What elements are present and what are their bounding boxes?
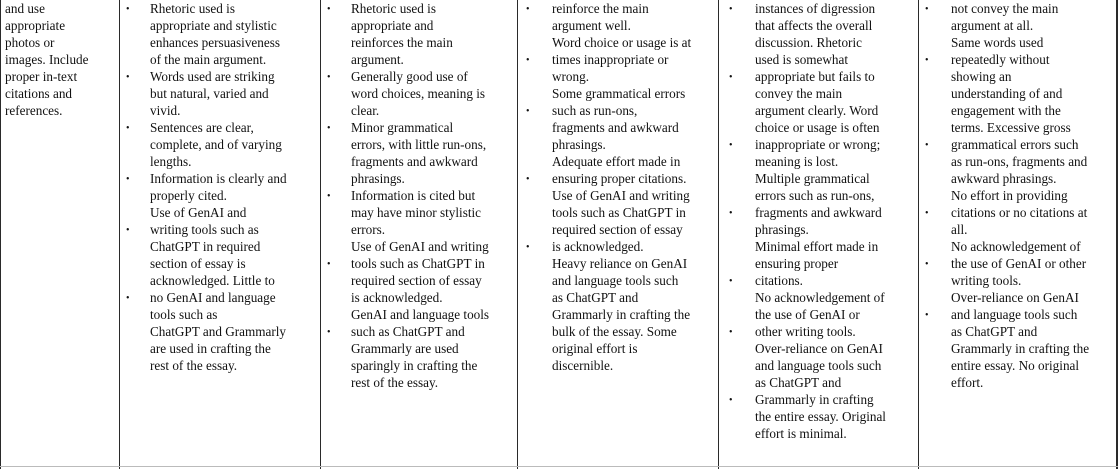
cell-line: writing tools. (951, 273, 1022, 288)
cell-line: tools such as ChatGPT in (351, 256, 485, 271)
cell-line: discussion. Rhetoric (755, 35, 862, 50)
cell-line: section of essay is (150, 256, 246, 271)
cell-line: awkward phrasings. (951, 171, 1057, 186)
cell-line: grammatical errors such (951, 137, 1079, 152)
cell-line: ensuring proper citations. (552, 171, 687, 186)
cell-line: citations or no citations at (951, 205, 1088, 220)
cell-line: engagement with the (951, 103, 1061, 118)
cell-line: Over-reliance on GenAI (951, 290, 1079, 305)
rubric-column-1 (0, 0, 119, 469)
bullet-icon: • (925, 208, 929, 219)
bullet-icon: • (126, 225, 130, 236)
cell-line: Grammarly in crafting (755, 392, 874, 407)
cell-line: reinforces the main (351, 35, 453, 50)
cell-line: Use of GenAI and writing (552, 188, 690, 203)
cell-line: discernible. (552, 358, 614, 373)
cell-line: Words used are striking (150, 69, 275, 84)
cell-line: Rhetoric used is (351, 1, 436, 16)
cell-line: lengths. (150, 154, 192, 169)
cell-line: errors. (351, 222, 386, 237)
cell-line: Minor grammatical (351, 120, 454, 135)
cell-line: Minimal effort made in (755, 239, 879, 254)
cell-line: inappropriate or wrong; (755, 137, 881, 152)
cell-line: as ChatGPT and (951, 324, 1038, 339)
cell-line: images. Include (5, 52, 89, 67)
cell-line: instances of digression (755, 1, 876, 16)
cell-line: used is somewhat (755, 52, 849, 67)
cell-line: phrasings. (552, 137, 606, 152)
bullet-icon: • (327, 327, 331, 338)
bullet-icon: • (925, 55, 929, 66)
cell-line: Heavy reliance on GenAI (552, 256, 688, 271)
cell-line: Some grammatical errors (552, 86, 686, 101)
bullet-icon: • (126, 4, 130, 15)
cell-line: as ChatGPT and (552, 290, 639, 305)
bullet-icon: • (327, 123, 331, 134)
cell-line: meaning is lost. (755, 154, 839, 169)
cell-line: argument clearly. Word (755, 103, 879, 118)
cell-line: clear. (351, 103, 380, 118)
bullet-icon: • (526, 4, 530, 15)
bullet-icon: • (126, 293, 130, 304)
cell-line: tools such as ChatGPT in (552, 205, 686, 220)
cell-line: phrasings. (755, 222, 809, 237)
cell-line: Same words used (951, 35, 1044, 50)
cell-line: errors such as run-ons, (755, 188, 875, 203)
cell-line: terms. Excessive gross (951, 120, 1071, 135)
cell-line: the use of GenAI or (755, 307, 860, 322)
cell-line: and use (5, 1, 45, 16)
bullet-icon: • (925, 4, 929, 15)
table-bottom-rule (0, 466, 1118, 467)
bullet-icon: • (526, 55, 530, 66)
cell-line: Word choice or usage is at (552, 35, 692, 50)
cell-line: ChatGPT in required (150, 239, 261, 254)
cell-line: choice or usage is often (755, 120, 880, 135)
cell-line: original effort is (552, 341, 638, 356)
cell-line: Multiple grammatical (755, 171, 870, 186)
cell-line: citations and (5, 86, 73, 101)
cell-line: appropriate and stylistic (150, 18, 277, 33)
cell-line: citations. (755, 273, 803, 288)
cell-line: appropriate (5, 18, 66, 33)
cell-line: other writing tools. (755, 324, 856, 339)
cell-line: appropriate but fails to (755, 69, 875, 84)
cell-line: Adequate effort made in (552, 154, 681, 169)
cell-line: Sentences are clear, (150, 120, 254, 135)
bullet-icon: • (126, 174, 130, 185)
cell-line: required section of essay (552, 222, 683, 237)
cell-line: fragments and awkward (351, 154, 478, 169)
cell-line: fragments and awkward (755, 205, 882, 220)
bullet-icon: • (925, 259, 929, 270)
cell-line: effort. (951, 375, 984, 390)
cell-line: Grammarly in crafting the (552, 307, 691, 322)
rubric-column-5 (718, 0, 918, 469)
cell-line: phrasings. (351, 171, 405, 186)
cell-line: word choices, meaning is (351, 86, 486, 101)
bullet-icon: • (126, 123, 130, 134)
cell-line: but natural, varied and (150, 86, 269, 101)
cell-line: are used in crafting the (150, 341, 271, 356)
cell-line: convey the main (755, 86, 843, 101)
cell-line: wrong. (552, 69, 589, 84)
cell-line: complete, and of varying (150, 137, 282, 152)
cell-line: times inappropriate or (552, 52, 669, 67)
cell-line: all. (951, 222, 968, 237)
cell-line: enhances persuasiveness (150, 35, 280, 50)
cell-line: that affects the overall (755, 18, 873, 33)
cell-line: vivid. (150, 103, 181, 118)
cell-line: GenAI and language tools (351, 307, 490, 322)
cell-line: Over-reliance on GenAI (755, 341, 883, 356)
bullet-icon: • (327, 72, 331, 83)
cell-line: Generally good use of (351, 69, 468, 84)
cell-line: acknowledged. Little to (150, 273, 275, 288)
bullet-icon: • (327, 4, 331, 15)
cell-line: such as run-ons, (552, 103, 638, 118)
cell-line: ensuring proper (755, 256, 839, 271)
cell-line: no GenAI and language (150, 290, 276, 305)
rubric-column-4 (517, 0, 718, 469)
cell-line: and language tools such (552, 273, 679, 288)
cell-line: rest of the essay. (351, 375, 439, 390)
rubric-column-3 (320, 0, 517, 469)
cell-line: repeatedly without (951, 52, 1050, 67)
cell-line: proper in-text (5, 69, 78, 84)
cell-line: fragments and awkward (552, 120, 679, 135)
cell-line: reinforce the main (552, 1, 649, 16)
cell-line: Use of GenAI and (150, 205, 247, 220)
bullet-icon: • (729, 327, 733, 338)
cell-line: not convey the main (951, 1, 1059, 16)
cell-line: Information is clearly and (150, 171, 287, 186)
bullet-icon: • (126, 72, 130, 83)
cell-line: appropriate and (351, 18, 434, 33)
cell-line: rest of the essay. (150, 358, 238, 373)
cell-line: Information is cited but (351, 188, 476, 203)
cell-line: No acknowledgement of (755, 290, 885, 305)
cell-line: Use of GenAI and writing (351, 239, 489, 254)
cell-line: entire essay. No original (951, 358, 1080, 373)
bullet-icon: • (925, 310, 929, 321)
cell-line: Grammarly in crafting the (951, 341, 1090, 356)
bullet-icon: • (526, 174, 530, 185)
cell-line: the use of GenAI or other (951, 256, 1087, 271)
cell-line: writing tools such as (150, 222, 259, 237)
bullet-icon: • (729, 72, 733, 83)
cell-line: as run-ons, fragments and (951, 154, 1088, 169)
cell-line: argument. (351, 52, 404, 67)
rubric-column-6 (918, 0, 1116, 469)
bullet-icon: • (327, 259, 331, 270)
bullet-icon: • (729, 276, 733, 287)
bullet-icon: • (729, 4, 733, 15)
cell-line: properly cited. (150, 188, 227, 203)
cell-line: argument at all. (951, 18, 1034, 33)
cell-line: understanding of and (951, 86, 1063, 101)
bullet-icon: • (327, 191, 331, 202)
cell-line: is acknowledged. (552, 239, 644, 254)
cell-line: is acknowledged. (351, 290, 443, 305)
cell-line: and language tools such (951, 307, 1078, 322)
cell-line: sparingly in crafting the (351, 358, 478, 373)
cell-line: Rhetoric used is (150, 1, 235, 16)
cell-line: references. (5, 103, 63, 118)
bullet-icon: • (526, 242, 530, 253)
cell-line: as ChatGPT and (755, 375, 842, 390)
cell-line: and language tools such (755, 358, 882, 373)
cell-line: ChatGPT and Grammarly (150, 324, 287, 339)
cell-line: bulk of the essay. Some (552, 324, 677, 339)
cell-line: errors, with little run-ons, (351, 137, 487, 152)
cell-line: No acknowledgement of (951, 239, 1081, 254)
cell-line: No effort in providing (951, 188, 1068, 203)
bullet-icon: • (729, 395, 733, 406)
cell-line: may have minor stylistic (351, 205, 482, 220)
bullet-icon: • (925, 140, 929, 151)
rubric-column-2 (119, 0, 320, 469)
cell-line: such as ChatGPT and (351, 324, 465, 339)
bullet-icon: • (526, 106, 530, 117)
cell-line: required section of essay (351, 273, 482, 288)
bullet-icon: • (729, 140, 733, 151)
bullet-icon: • (729, 208, 733, 219)
cell-line: tools such as (150, 307, 218, 322)
cell-line: effort is minimal. (755, 426, 847, 441)
cell-line: photos or (5, 35, 55, 50)
cell-line: Grammarly are used (351, 341, 459, 356)
cell-line: argument well. (552, 18, 631, 33)
cell-line: of the main argument. (150, 52, 267, 67)
cell-line: showing an (951, 69, 1012, 84)
cell-line: the entire essay. Original (755, 409, 886, 424)
